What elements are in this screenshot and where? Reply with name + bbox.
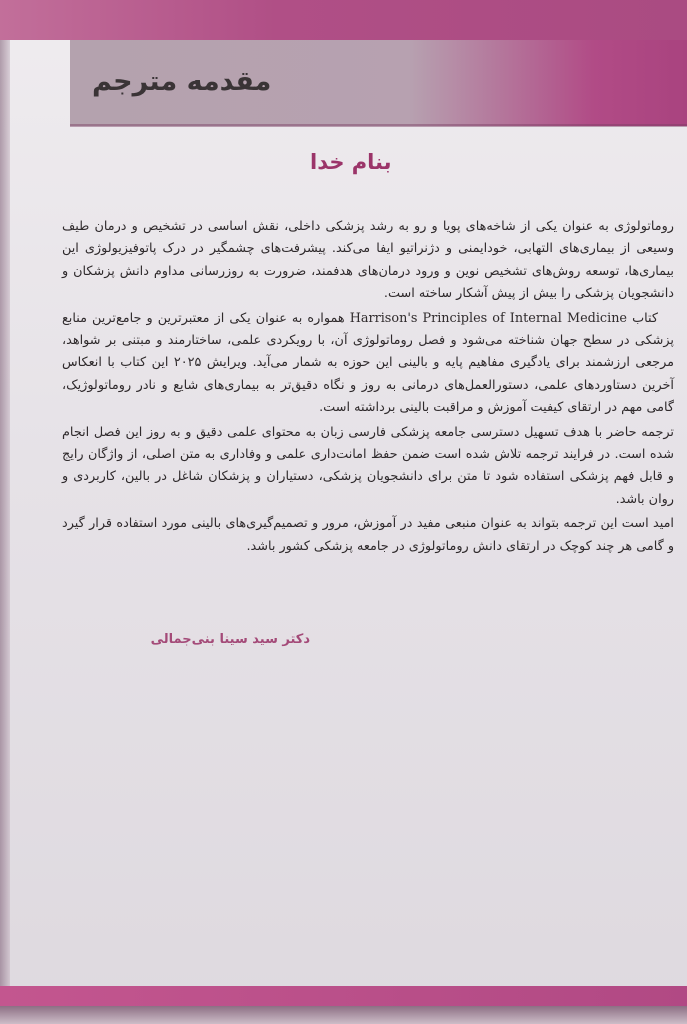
bottom-decorative-stripe <box>0 986 687 1006</box>
paragraph-3: ترجمه حاضر با هدف تسهیل دسترسی جامعه پزشکی فارسی زبان به محتوای علمی دقیق و به روز این فصل انجام شده است. در فرایند ترجمه تلاش شده است ضمن حفظ امانت‌داری علمی و وفاداری به متن اصلی، از واژگان رایج و قابل فهم پزشکی استفاده شود تا متن برای دانشجویان پزشکی، دستیاران و پزشکان شاغل در بالین، کاربردی و روان باشد. <box>62 424 674 507</box>
paragraph-2 <box>62 308 674 420</box>
header-divider <box>70 124 687 127</box>
top-decorative-stripe <box>0 0 687 40</box>
paragraph-4: امید است این ترجمه بتواند به عنوان منبعی مفید در آموزش، مرور و تصمیم‌گیری‌های بالینی مورد استفاده قرار گیرد و گامی هر چند کوچک در ارتقای دانش روماتولوژی در جامعه پزشکی کشور باشد. <box>62 516 674 554</box>
bismillah-heading: بنام خدا <box>310 150 392 174</box>
page-bottom-edge <box>0 1006 687 1024</box>
translator-signature: دکتر سید سینا بنی‌جمالی <box>150 632 310 647</box>
book-title: Harrison's Principles of Internal Medicine <box>349 310 628 326</box>
paragraph-1: روماتولوژی به عنوان یکی از شاخه‌های پویا و رو به رشد پزشکی داخلی، نقش اساسی در تشخیص و درمان طیف وسیعی از بیماری‌های التهابی، خودایمنی و دژنراتیو ایفا می‌کند. پیشرفت‌های چشمگیر در درک پاتوفیزیولوژی این بیماری‌ها، توسعه روش‌های تشخیص نوین و ورود درمان‌های هدفمند، ضرورت به روزرسانی مداوم دانش پزشکان و دانشجویان پزشکی را بیش از پیش آشکار ساخته است. <box>62 219 674 302</box>
paragraph-2-intro: کتاب <box>632 310 658 326</box>
paragraph-2-body: همواره به عنوان یکی از معتبرترین و جامع‌ترین منابع پزشکی در سطح جهان شناخته می‌شود و فصل روماتولوژی آن، با رویکردی علمی، ساختارمند و مبتنی بر شواهد، مرجعی ارزشمند برای یادگیری مفاهیم پایه و بالینی این حوزه به شمار می‌آید. ویرایش ۲۰۲۵ این کتاب با انعکاس آخرین دستاوردهای علمی، دستورالعمل‌های درمانی به روز و نگاه دقیق‌تر به بیماری‌های شایع و نادر روماتولوژیک، گامی مهم در ارتقای کیفیت آموزش و مراقبت بالینی برداشته است. <box>62 310 674 416</box>
page-title: مقدمه مترجم <box>92 66 272 97</box>
page-left-edge <box>0 0 10 1024</box>
body-text <box>62 216 674 560</box>
